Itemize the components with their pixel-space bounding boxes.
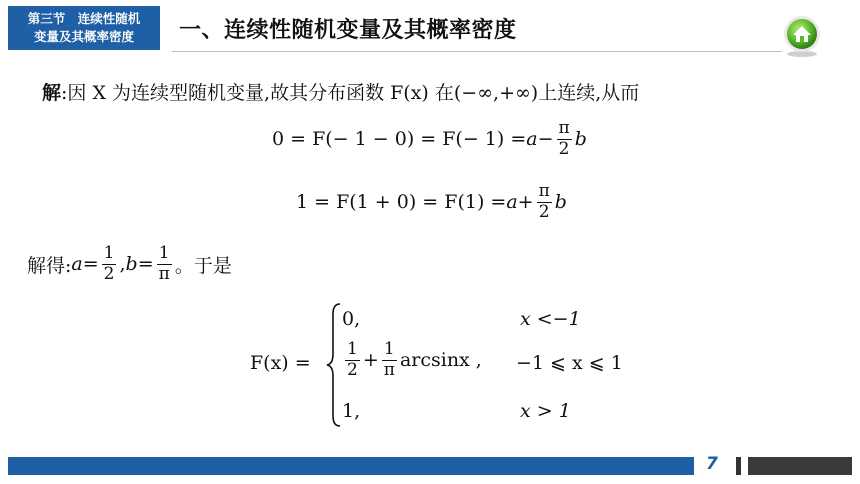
- case1-condition: x <−1: [520, 308, 581, 330]
- eq1-a: a: [526, 128, 538, 151]
- footer-dark-bar: [748, 457, 852, 475]
- result-b: b: [125, 253, 138, 276]
- case2-frac2-den: π: [383, 359, 395, 380]
- page-number: 7: [706, 454, 718, 474]
- eq2-frac-num: π: [538, 181, 550, 201]
- case2-frac1-num: 1: [347, 339, 358, 359]
- eq1-left: 0 = F(− 1 − 0) = F(− 1) =: [272, 128, 527, 151]
- eq2-b: b: [554, 191, 567, 214]
- eq1-minus: −: [537, 128, 554, 151]
- page-title: 一、连续性随机变量及其概率密度: [179, 18, 517, 43]
- solution-intro-text: :因 X 为连续型随机变量,故其分布函数 F(x) 在(−∞,+∞)上连续,从而: [61, 82, 640, 104]
- case2-condition: −1 ⩽ x ⩽ 1: [516, 352, 623, 374]
- eq2-fraction: [537, 182, 552, 222]
- eq2-frac-den: 2: [538, 201, 550, 222]
- result-comma: ,: [119, 253, 126, 276]
- case3-condition: x > 1: [520, 400, 571, 422]
- case-1: [342, 308, 360, 330]
- case3-value: 1,: [342, 400, 361, 422]
- case2-frac1-den: 2: [347, 359, 358, 380]
- solution-intro: [42, 78, 639, 105]
- equation-1: [272, 119, 587, 159]
- solution-lead: 解: [42, 82, 62, 104]
- case2-frac2-num: 1: [383, 339, 395, 359]
- eq1-frac-num: π: [558, 118, 570, 138]
- result-a-num: 1: [103, 243, 115, 263]
- eq1-fraction: [557, 119, 572, 159]
- eq2-left: 1 = F(1 + 0) = F(1) =: [296, 191, 507, 214]
- result-eq-a: =: [82, 253, 99, 276]
- footer-separator: [736, 457, 741, 475]
- result-b-den: π: [158, 263, 170, 284]
- result-suffix: 。于是: [174, 254, 232, 277]
- case-2: [342, 340, 482, 380]
- case2-func: arcsinx ,: [399, 349, 482, 372]
- result-b-num: 1: [158, 243, 170, 263]
- result-a: a: [71, 253, 83, 276]
- piecewise-lhs: F(x) =: [250, 352, 311, 374]
- case2-frac1: [345, 340, 360, 380]
- eq2-plus: +: [517, 191, 534, 214]
- case2-plus: +: [362, 349, 379, 372]
- result-a-fraction: [102, 244, 117, 284]
- piecewise-brace: [326, 302, 342, 428]
- section-label-line2: 变量及其概率密度: [33, 29, 134, 44]
- result-eq-b: =: [137, 253, 154, 276]
- result-line: [27, 244, 232, 284]
- case-3: [342, 400, 360, 422]
- section-label-line1: 第三节 连续性随机: [27, 11, 141, 26]
- case2-frac2: [382, 340, 397, 380]
- equation-2: [296, 182, 567, 222]
- result-a-den: 2: [103, 263, 115, 284]
- eq1-b: b: [574, 128, 587, 151]
- eq2-a: a: [506, 191, 518, 214]
- footer-bar: [8, 457, 694, 475]
- result-prefix: 解得:: [27, 254, 72, 277]
- eq1-frac-den: 2: [558, 138, 570, 159]
- case1-value: 0,: [342, 308, 361, 330]
- result-b-fraction: [157, 244, 172, 284]
